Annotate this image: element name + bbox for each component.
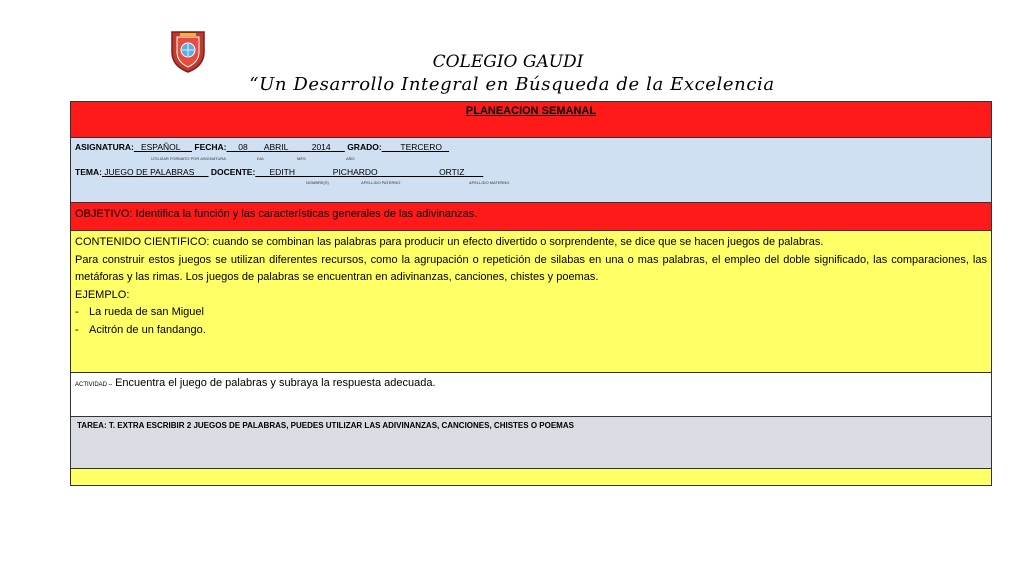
content-intro: CONTENIDO CIENTIFICO: cuando se combinan las palabras para producir un efecto divertido o sorprendente, se dice que se hacen juegos de palabras. (75, 236, 824, 248)
hint-ano: AÑO (346, 156, 355, 161)
info-row (71, 138, 991, 203)
docente-nombre: EDITH (269, 167, 295, 177)
content-paragraph: Para construir estos juegos se utilizan diferentes recursos, como la agrupación o repetición de silabas en una o mas palabras, el empleo del doble significado, las comparaciones, las metáforas y las rimas. Los juegos de palabras se encuentran en adivinanzas, canciones, chistes y poemas. (75, 253, 987, 283)
hint-nombre: NOMBRE(S) (306, 180, 329, 185)
example-item-1: La rueda de san Miguel (89, 306, 204, 318)
grado-value: TERCERO (400, 142, 442, 152)
footer-row (71, 469, 991, 485)
asignatura-value: ESPAÑOL (140, 142, 181, 152)
activity-label: ACTIVIDAD – (75, 382, 113, 388)
table-title: PLANEACION SEMANAL (465, 105, 597, 117)
topic-teacher-line (75, 167, 483, 177)
example-item-2: Acitrón de un fandango. (89, 323, 206, 336)
homework-row (71, 417, 991, 469)
weekly-plan-table (70, 101, 992, 486)
objective-row (71, 203, 991, 231)
subject-date-grade-line (75, 142, 449, 152)
asignatura-label: ASIGNATURA: (75, 142, 134, 152)
activity-text: Encuentra el juego de palabras y subraya la respuesta adecuada. (115, 377, 436, 389)
fecha-year: 2014 (311, 142, 331, 152)
table-title-row (71, 102, 991, 138)
docente-label: DOCENTE: (210, 167, 256, 177)
hint-asignatura: UTILIZAR FORMATO POR ASIGNATURA (151, 156, 226, 161)
list-item: - Acitrón de un fandango. (75, 323, 206, 336)
docente-materno: ORTIZ (439, 167, 465, 177)
hint-dia: DIA (257, 156, 264, 161)
school-name: COLEGIO GAUDI (432, 52, 584, 72)
hint-mes: MES (297, 156, 306, 161)
hint-paterno: APELLIDO PATERNO (361, 180, 401, 185)
example-label: EJEMPLO: (75, 288, 130, 301)
school-motto: “Un Desarrollo Integral en Búsqueda de la Excelencia (249, 74, 775, 95)
tema-value: JUEGO DE PALABRAS (104, 167, 195, 177)
fecha-day: 08 (238, 142, 248, 152)
objective-label: OBJETIVO: (75, 208, 133, 220)
fecha-month: ABRIL (263, 142, 289, 152)
hint-materno: APELLIDO MATERNO (469, 180, 510, 185)
grado-label: GRADO: (347, 142, 382, 152)
docente-paterno: PICHARDO (332, 167, 378, 177)
activity-row (71, 373, 991, 417)
objective-text: Identifica la función y las características generales de las adivinanzas. (135, 208, 478, 220)
homework-text: TAREA: T. EXTRA ESCRIBIR 2 JUEGOS DE PALABRAS, PUEDES UTILIZAR LAS ADIVINANZAS, CANCIONES, CHISTES O POEMAS (77, 421, 574, 430)
tema-label: TEMA: (75, 167, 102, 177)
content-row (71, 231, 991, 373)
fecha-label: FECHA: (194, 142, 227, 152)
list-item: - La rueda de san Miguel (75, 306, 204, 318)
